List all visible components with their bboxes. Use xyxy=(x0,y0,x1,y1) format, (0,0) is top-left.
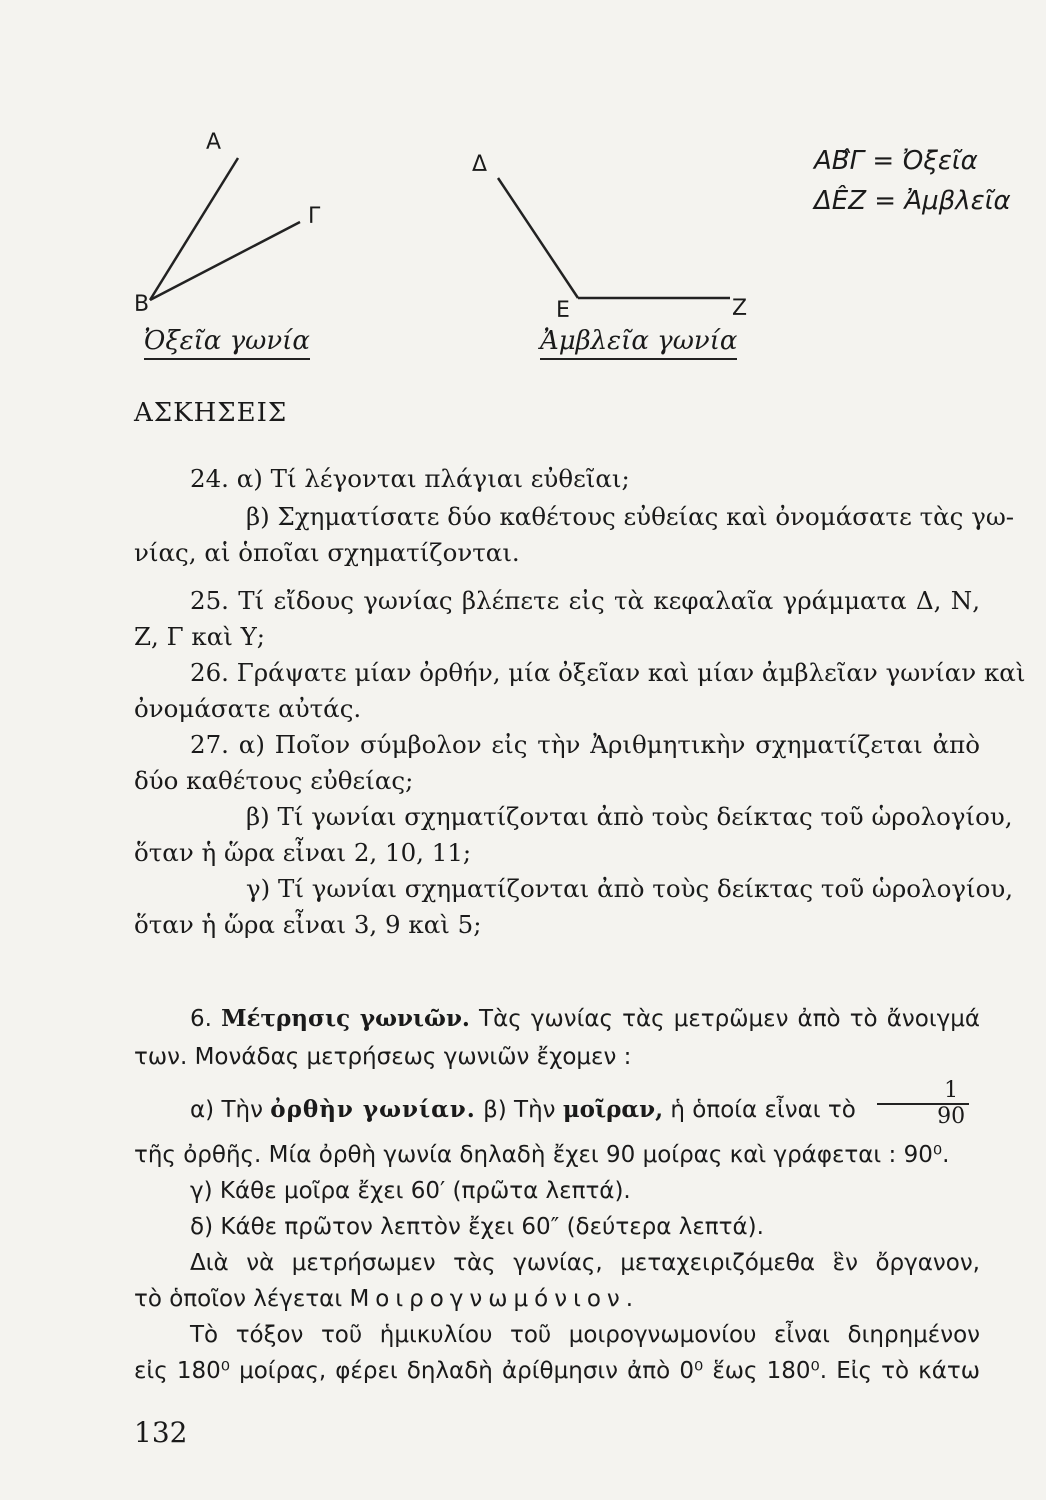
angles-figure xyxy=(0,0,1046,380)
label-a: Α xyxy=(206,130,222,155)
section6-number: 6. xyxy=(190,1006,212,1032)
section6-line6: δ) Κάθε πρῶτον λεπτὸν ἔχει 60″ (δεύτερα λεπτά). xyxy=(190,1214,764,1240)
exercise-27a: 27. α) Ποῖον σύμβολον εἰς τὴν Ἀριθμητικὴν σχηματίζεται ἀπὸ xyxy=(190,730,980,759)
label-b: Β xyxy=(134,292,150,317)
exercise-27a-cont: δύο καθέτους εὐθείας; xyxy=(134,766,414,795)
label-d: Δ xyxy=(472,152,488,177)
units-b-rest: ἡ ὁποία εἶναι τὸ xyxy=(670,1097,856,1123)
section6-line7: Διὰ νὰ μετρήσωμεν τὰς γωνίας, μεταχειριζόμεθα ἓν ὄργανον, xyxy=(190,1250,980,1276)
exercise-24a: 24. α) Τί λέγονται πλάγιαι εὐθεῖαι; xyxy=(190,464,630,493)
obtuse-notation: ΔÊΖ = Ἀμβλεῖα xyxy=(814,186,1011,216)
exercise-24b-cont: νίας, αἱ ὁποῖαι σχηματίζονται. xyxy=(134,538,520,567)
section6-line1-rest: Τὰς γωνίας τὰς μετρῶμεν ἀπὸ τὸ ἄνοιγμά xyxy=(479,1006,981,1032)
section6-line1 xyxy=(134,1002,980,1036)
acute-arm-ba xyxy=(150,158,238,300)
units-degree: μοῖραν, xyxy=(562,1096,664,1123)
section6-line3 xyxy=(134,1077,980,1130)
section6-line5: γ) Κάθε μοῖρα ἔχει 60′ (πρῶτα λεπτά). xyxy=(190,1178,631,1204)
protractor-term: Μοιρογνωμόνιον. xyxy=(349,1286,640,1312)
label-e: Ε xyxy=(556,298,570,323)
exercise-27c: γ) Τί γωνίαι σχηματίζονται ἀπὸ τοὺς δείκτας τοῦ ὡρολογίου, xyxy=(246,874,1014,903)
exercise-27b: β) Τί γωνίαι σχηματίζονται ἀπὸ τοὺς δείκτας τοῦ ὡρολογίου, xyxy=(246,802,1013,831)
acute-arm-bg xyxy=(150,222,300,300)
exercises-heading: ΑΣΚΗΣΕΙΣ xyxy=(134,398,288,428)
section6-title: Μέτρησις γωνιῶν. xyxy=(221,1005,470,1032)
label-z: Ζ xyxy=(732,296,748,321)
exercise-25: 25. Τί εἴδους γωνίας βλέπετε εἰς τὰ κεφαλαῖα γράμματα Δ, Ν, xyxy=(190,586,980,615)
exercise-25-cont: Ζ, Γ καὶ Υ; xyxy=(134,622,266,651)
units-right-angle: ὀρθὴν γωνίαν. xyxy=(270,1096,476,1123)
page-number: 132 xyxy=(134,1416,188,1449)
section6-line8-start: τὸ ὁποῖον λέγεται xyxy=(134,1286,343,1312)
exercise-26-cont: ὀνομάσατε αὐτάς. xyxy=(134,694,362,723)
fraction-numerator: 1 xyxy=(877,1079,969,1105)
fraction-1-90 xyxy=(877,1079,969,1129)
obtuse-caption: Ἀμβλεῖα γωνία xyxy=(540,326,737,360)
fraction-denominator: 90 xyxy=(937,1103,966,1129)
section6-line2: των. Μονάδας μετρήσεως γωνιῶν ἔχομεν : xyxy=(134,1044,632,1070)
units-a-label: α) Τὴν xyxy=(190,1097,263,1123)
section6-line10: εἰς 180⁰ μοίρας, φέρει δηλαδὴ ἀρίθμησιν ἀπὸ 0⁰ ἕως 180⁰. Εἰς τὸ κάτω xyxy=(134,1358,980,1384)
section6-line9: Τὸ τόξον τοῦ ἡμικυλίου τοῦ μοιρογνωμονίου εἶναι διηρημένον xyxy=(190,1322,980,1348)
exercise-27b-cont: ὅταν ἡ ὥρα εἶναι 2, 10, 11; xyxy=(134,838,472,867)
obtuse-arm-ed xyxy=(498,178,578,298)
acute-caption: Ὀξεῖα γωνία xyxy=(144,326,310,360)
exercise-27c-cont: ὅταν ἡ ὥρα εἶναι 3, 9 καὶ 5; xyxy=(134,910,482,939)
section6-line4: τῆς ὀρθῆς. Μία ὀρθὴ γωνία δηλαδὴ ἔχει 90 μοίρας καὶ γράφεται : 90⁰. xyxy=(134,1142,950,1168)
section6-line8 xyxy=(134,1282,980,1316)
acute-notation: ΑΒ̂Γ = Ὀξεῖα xyxy=(814,146,978,176)
units-b-label: β) Τὴν xyxy=(483,1097,556,1123)
label-g: Γ xyxy=(308,204,321,229)
exercise-24b: β) Σχηματίσατε δύο καθέτους εὐθείας καὶ ὀνομάσατε τὰς γω- xyxy=(246,502,1015,531)
exercise-26: 26. Γράψατε μίαν ὀρθήν, μία ὀξεῖαν καὶ μίαν ἀμβλεῖαν γωνίαν καὶ xyxy=(190,658,1026,687)
